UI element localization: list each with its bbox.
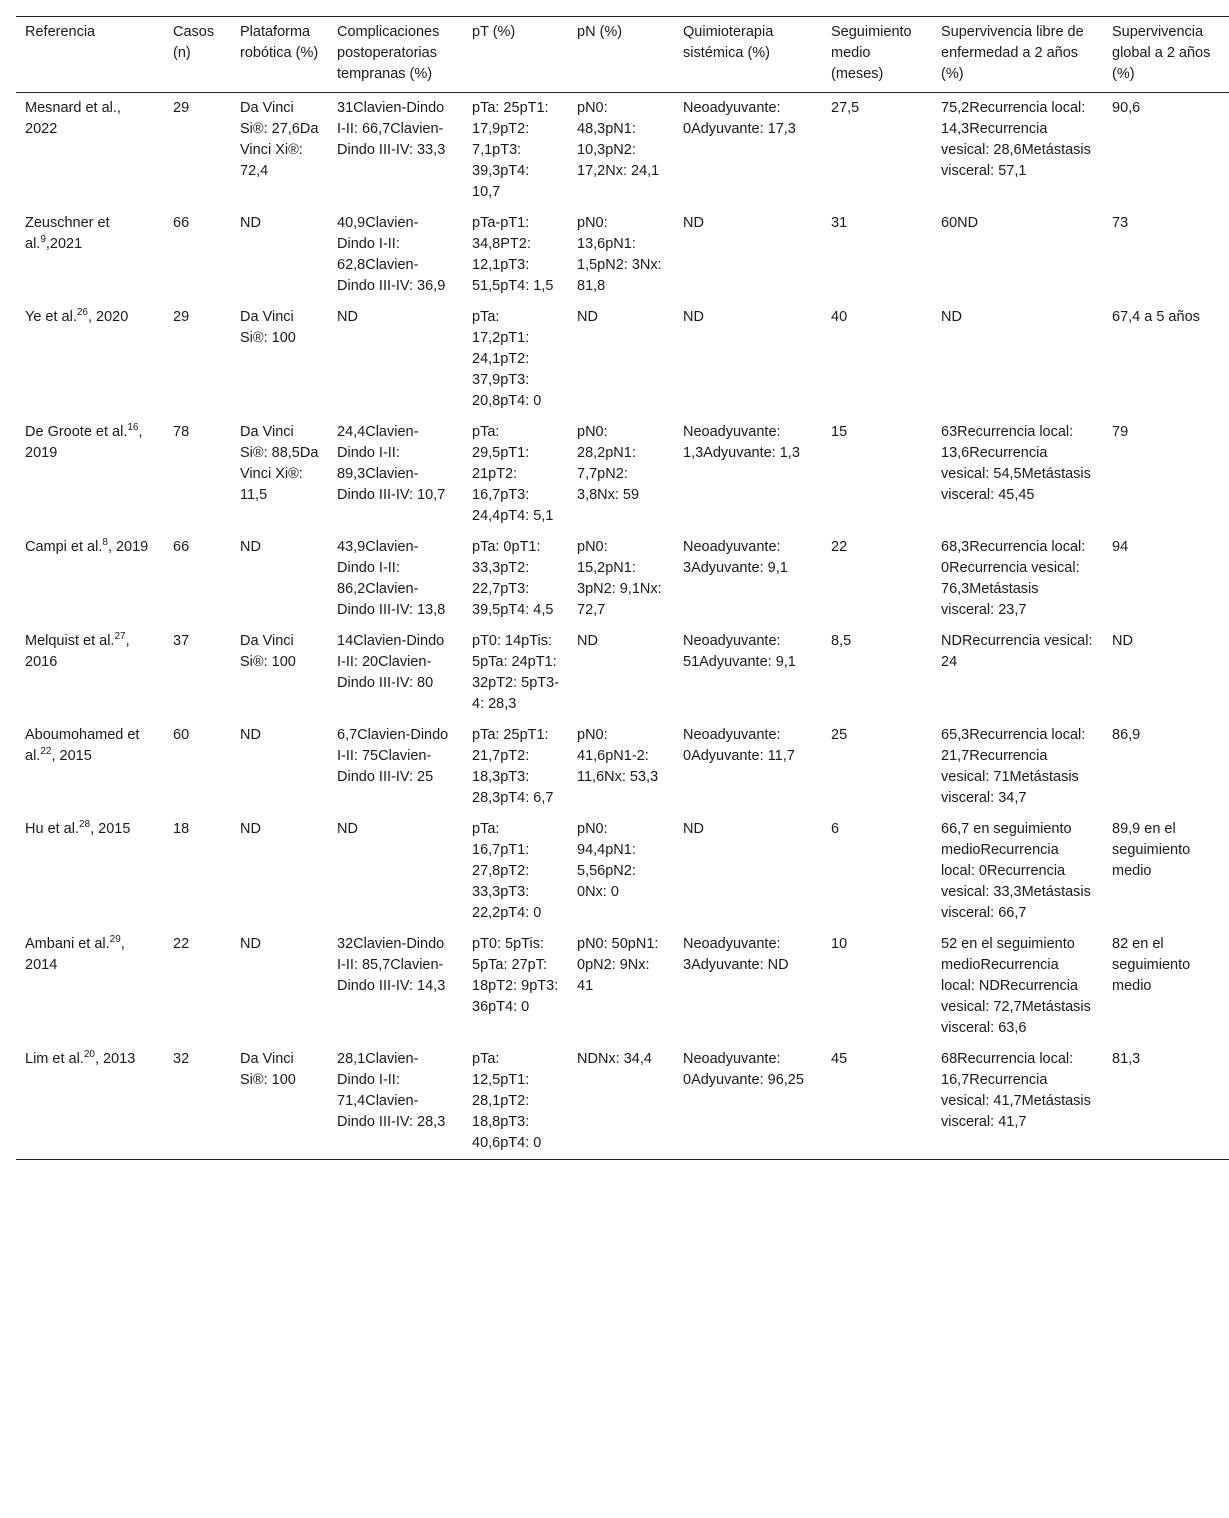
cell-pn: pN0: 28,2pN1: 7,7pN2: 3,8Nx: 59 <box>577 424 640 503</box>
cell-complicaciones: 40,9Clavien-Dindo I-II: 62,8Clavien-Dindo III-IV: 36,9 <box>337 215 446 294</box>
header-casos: Casos (n) <box>173 24 215 61</box>
cell-seguimiento: 15 <box>831 424 848 440</box>
cell-complicaciones: 6,7Clavien-Dindo I-II: 75Clavien-Dindo III-IV: 25 <box>337 727 449 785</box>
cell-complicaciones: 32Clavien-Dindo I-II: 85,7Clavien-Dindo III-IV: 14,3 <box>337 936 446 994</box>
cell-supervivencia-global: 86,9 <box>1112 727 1141 743</box>
cell-supervivencia-global: 94 <box>1112 539 1129 555</box>
header-supervivencia-global: Supervivencia global a 2 años (%) <box>1112 24 1211 82</box>
reference-author: De Groote et al. <box>25 424 128 440</box>
header-supervivencia-libre: Supervivencia libre de enfermedad a 2 años (%) <box>941 24 1084 82</box>
cell-quimioterapia: Neoadyuvante: 51Adyuvante: 9,1 <box>683 633 796 670</box>
cell-plataforma: Da Vinci Si®: 100 <box>240 1051 296 1088</box>
reference-citation-number: 26 <box>76 307 88 319</box>
cell-plataforma: Da Vinci Si®: 88,5Da Vinci Xi®: 11,5 <box>240 424 319 503</box>
cell-referencia <box>16 626 164 720</box>
cell-plataforma: Da Vinci Si®: 27,6Da Vinci Xi®: 72,4 <box>240 100 319 179</box>
header-referencia: Referencia <box>25 24 96 40</box>
cell-casos: 32 <box>173 1051 190 1067</box>
cell-referencia <box>16 532 164 626</box>
reference-author: Lim et al. <box>25 1051 84 1067</box>
reference-citation-number: 8 <box>102 537 108 549</box>
reference-author: Mesnard et al., <box>25 100 121 116</box>
reference-year: , 2015 <box>51 748 92 764</box>
reference-year: 2022 <box>25 121 58 137</box>
cell-plataforma: Da Vinci Si®: 100 <box>240 309 296 346</box>
reference-author: Aboumohamed et al. <box>25 727 140 764</box>
cell-casos: 78 <box>173 424 190 440</box>
cell-complicaciones: 28,1Clavien-Dindo I-II: 71,4Clavien-Dindo III-IV: 28,3 <box>337 1051 446 1130</box>
cell-supervivencia-libre: 75,2Recurrencia local: 14,3Recurrencia vesical: 28,6Metástasis visceral: 57,1 <box>941 100 1091 179</box>
header-row <box>16 17 1229 93</box>
cell-quimioterapia: ND <box>683 309 704 325</box>
cell-seguimiento: 31 <box>831 215 848 231</box>
cell-pn: ND <box>577 309 598 325</box>
cell-pt: pTa: 12,5pT1: 28,1pT2: 18,8pT3: 40,6pT4: 0 <box>472 1051 542 1151</box>
reference-citation-number: 9 <box>40 234 46 246</box>
cell-pn: pN0: 94,4pN1: 5,56pN2: 0Nx: 0 <box>577 821 636 900</box>
reference-citation-number: 27 <box>114 631 126 643</box>
cell-plataforma: Da Vinci Si®: 100 <box>240 633 296 670</box>
cell-supervivencia-libre: 66,7 en seguimiento medioRecurrencia local: 0Recurrencia vesical: 33,3Metástasis visceral: 66,7 <box>941 821 1091 921</box>
reference-year: ,2021 <box>45 236 83 252</box>
cell-pt: pTa: 29,5pT1: 21pT2: 16,7pT3: 24,4pT4: 5,1 <box>472 424 554 524</box>
reference-citation-number: 16 <box>127 422 139 434</box>
cell-plataforma: ND <box>240 727 261 743</box>
cell-pn: pN0: 48,3pN1: 10,3pN2: 17,2Nx: 24,1 <box>577 100 660 179</box>
cell-complicaciones: ND <box>337 309 358 325</box>
cell-seguimiento: 25 <box>831 727 848 743</box>
cell-pt: pTa: 17,2pT1: 24,1pT2: 37,9pT3: 20,8pT4: 0 <box>472 309 542 409</box>
cell-casos: 29 <box>173 309 190 325</box>
cell-supervivencia-libre: 65,3Recurrencia local: 21,7Recurrencia vesical: 71Metástasis visceral: 34,7 <box>941 727 1086 806</box>
cell-casos: 22 <box>173 936 190 952</box>
cell-supervivencia-global: 73 <box>1112 215 1129 231</box>
cell-quimioterapia: Neoadyuvante: 3Adyuvante: ND <box>683 936 789 973</box>
results-table <box>16 16 1229 1160</box>
reference-citation-number: 20 <box>83 1049 95 1061</box>
table-row <box>16 417 1229 532</box>
table-row <box>16 532 1229 626</box>
cell-pt: pTa: 0pT1: 33,3pT2: 22,7pT3: 39,5pT4: 4,5 <box>472 539 554 618</box>
cell-supervivencia-libre: 63Recurrencia local: 13,6Recurrencia vesical: 54,5Metástasis visceral: 45,45 <box>941 424 1091 503</box>
cell-supervivencia-global: 79 <box>1112 424 1129 440</box>
cell-supervivencia-libre: 68,3Recurrencia local: 0Recurrencia vesical: 76,3Metástasis visceral: 23,7 <box>941 539 1086 618</box>
cell-supervivencia-global: 67,4 a 5 años <box>1112 309 1200 325</box>
cell-referencia <box>16 417 164 532</box>
header-seguimiento: Seguimiento medio (meses) <box>831 24 912 82</box>
table-row <box>16 720 1229 814</box>
cell-quimioterapia: Neoadyuvante: 0Adyuvante: 11,7 <box>683 727 795 764</box>
cell-pn: pN0: 41,6pN1-2: 11,6Nx: 53,3 <box>577 727 659 785</box>
table-row <box>16 93 1229 209</box>
cell-pn: pN0: 15,2pN1: 3pN2: 9,1Nx: 72,7 <box>577 539 662 618</box>
cell-quimioterapia: Neoadyuvante: 1,3Adyuvante: 1,3 <box>683 424 800 461</box>
cell-quimioterapia: ND <box>683 821 704 837</box>
cell-complicaciones: ND <box>337 821 358 837</box>
cell-pt: pTa: 25pT1: 21,7pT2: 18,3pT3: 28,3pT4: 6,7 <box>472 727 554 806</box>
cell-supervivencia-global: ND <box>1112 633 1133 649</box>
cell-seguimiento: 6 <box>831 821 840 837</box>
reference-author: Ambani et al. <box>25 936 110 952</box>
cell-referencia <box>16 1044 164 1160</box>
table-row <box>16 929 1229 1044</box>
cell-seguimiento: 22 <box>831 539 848 555</box>
reference-year: , 2016 <box>25 633 130 670</box>
table-row <box>16 626 1229 720</box>
cell-seguimiento: 8,5 <box>831 633 852 649</box>
cell-pt: pTa: 16,7pT1: 27,8pT2: 33,3pT3: 22,2pT4: 0 <box>472 821 542 921</box>
table-row <box>16 814 1229 929</box>
cell-casos: 60 <box>173 727 190 743</box>
cell-quimioterapia: ND <box>683 215 704 231</box>
table-row <box>16 302 1229 417</box>
cell-referencia <box>16 302 164 417</box>
table-row <box>16 208 1229 302</box>
header-pn: pN (%) <box>577 24 623 40</box>
cell-complicaciones: 31Clavien-Dindo I-II: 66,7Clavien-Dindo III-IV: 33,3 <box>337 100 446 158</box>
reference-author: Zeuschner et al. <box>25 215 110 252</box>
reference-year: , 2013 <box>94 1051 136 1067</box>
reference-citation-number: 22 <box>40 746 52 758</box>
cell-quimioterapia: Neoadyuvante: 0Adyuvante: 17,3 <box>683 100 796 137</box>
cell-plataforma: ND <box>240 539 261 555</box>
reference-year: , 2014 <box>25 936 125 973</box>
header-complicaciones: Complicaciones postoperatorias tempranas (%) <box>337 24 440 82</box>
cell-supervivencia-global: 82 en el seguimiento medio <box>1112 936 1191 994</box>
cell-complicaciones: 14Clavien-Dindo I-II: 20Clavien-Dindo III-IV: 80 <box>337 633 445 691</box>
reference-year: , 2019 <box>25 424 143 461</box>
reference-year: , 2015 <box>90 821 131 837</box>
cell-supervivencia-libre: ND <box>941 309 962 325</box>
cell-referencia <box>16 929 164 1044</box>
cell-quimioterapia: Neoadyuvante: 3Adyuvante: 9,1 <box>683 539 788 576</box>
header-plataforma: Plataforma robótica (%) <box>240 24 319 61</box>
table-body <box>16 93 1229 1160</box>
reference-citation-number: 29 <box>109 934 121 946</box>
cell-casos: 37 <box>173 633 190 649</box>
cell-casos: 29 <box>173 100 190 116</box>
cell-seguimiento: 10 <box>831 936 848 952</box>
cell-plataforma: ND <box>240 821 261 837</box>
cell-supervivencia-libre: 60ND <box>941 215 979 231</box>
cell-referencia <box>16 208 164 302</box>
cell-pn: ND <box>577 633 598 649</box>
cell-referencia <box>16 93 164 209</box>
cell-supervivencia-libre: 52 en el seguimiento medioRecurrencia local: NDRecurrencia vesical: 72,7Metástasis visceral: 63,6 <box>941 936 1091 1036</box>
cell-referencia <box>16 814 164 929</box>
cell-plataforma: ND <box>240 936 261 952</box>
cell-seguimiento: 40 <box>831 309 848 325</box>
cell-pt: pT0: 14pTis: 5pTa: 24pT1: 32pT2: 5pT3-4: 28,3 <box>472 633 560 712</box>
cell-supervivencia-global: 89,9 en el seguimiento medio <box>1112 821 1191 879</box>
reference-year: , 2019 <box>107 539 149 555</box>
table-row <box>16 1044 1229 1160</box>
cell-pt: pTa-pT1: 34,8PT2: 12,1pT3: 51,5pT4: 1,5 <box>472 215 554 294</box>
header-pt: pT (%) <box>472 24 516 40</box>
cell-supervivencia-libre: NDRecurrencia vesical: 24 <box>941 633 1093 670</box>
reference-year: , 2020 <box>88 309 129 325</box>
cell-pn: NDNx: 34,4 <box>577 1051 652 1067</box>
reference-author: Campi et al. <box>25 539 103 555</box>
reference-citation-number: 28 <box>79 819 91 831</box>
cell-supervivencia-global: 81,3 <box>1112 1051 1141 1067</box>
cell-plataforma: ND <box>240 215 261 231</box>
cell-seguimiento: 45 <box>831 1051 848 1067</box>
reference-author: Melquist et al. <box>25 633 115 649</box>
cell-supervivencia-global: 90,6 <box>1112 100 1141 116</box>
cell-complicaciones: 24,4Clavien-Dindo I-II: 89,3Clavien-Dindo III-IV: 10,7 <box>337 424 446 503</box>
cell-casos: 66 <box>173 539 190 555</box>
header-quimioterapia: Quimioterapia sistémica (%) <box>683 24 774 61</box>
cell-seguimiento: 27,5 <box>831 100 860 116</box>
reference-author: Ye et al. <box>25 309 77 325</box>
cell-pn: pN0: 50pN1: 0pN2: 9Nx: 41 <box>577 936 659 994</box>
cell-quimioterapia: Neoadyuvante: 0Adyuvante: 96,25 <box>683 1051 804 1088</box>
cell-supervivencia-libre: 68Recurrencia local: 16,7Recurrencia vesical: 41,7Metástasis visceral: 41,7 <box>941 1051 1091 1130</box>
cell-casos: 66 <box>173 215 190 231</box>
reference-author: Hu et al. <box>25 821 79 837</box>
cell-referencia <box>16 720 164 814</box>
cell-pn: pN0: 13,6pN1: 1,5pN2: 3Nx: 81,8 <box>577 215 662 294</box>
cell-pt: pT0: 5pTis: 5pTa: 27pT: 18pT2: 9pT3: 36pT4: 0 <box>472 936 559 1015</box>
cell-pt: pTa: 25pT1: 17,9pT2: 7,1pT3: 39,3pT4: 10,7 <box>472 100 549 200</box>
cell-complicaciones: 43,9Clavien-Dindo I-II: 86,2Clavien-Dindo III-IV: 13,8 <box>337 539 446 618</box>
cell-casos: 18 <box>173 821 190 837</box>
